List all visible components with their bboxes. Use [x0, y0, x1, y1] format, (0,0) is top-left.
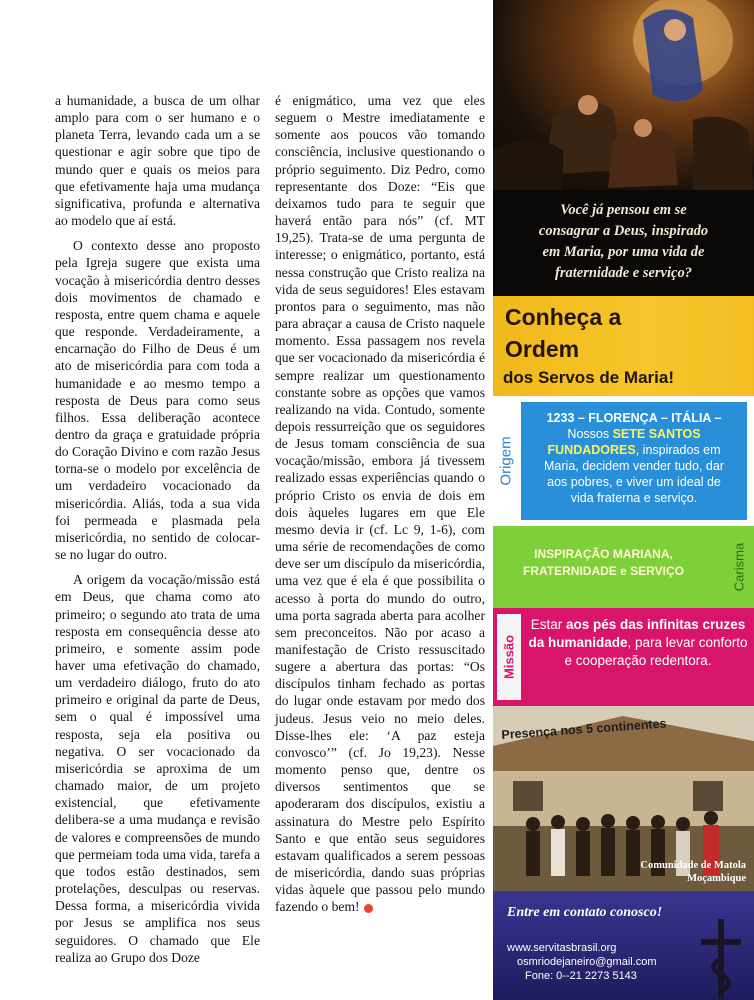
- order-title-banner: [493, 296, 754, 396]
- carisma-label: Carisma: [731, 542, 747, 592]
- origem-line: aos pobres, e viver um ideal de: [547, 475, 721, 489]
- title-line: dos Servos de Maria!: [503, 368, 675, 387]
- origem-line: FUNDADORES, inspirados em: [547, 443, 721, 457]
- question-line: fraternidade e serviço?: [555, 265, 692, 281]
- end-of-article-mark: [364, 904, 373, 913]
- origem-line: Nossos SETE SANTOS: [567, 427, 701, 441]
- origem-label-box: [495, 402, 517, 520]
- article-column-2: [275, 92, 485, 924]
- origem-line: 1233 – FLORENÇA – ITÁLIA –: [546, 411, 722, 425]
- paragraph-text: é enigmático, uma vez que eles seguem o Mestre imediatamente e somente aos poucos vão tomando consciência, inclusive questionando o próprio seguimento. Diz Pedro, como representante dos Doze: “Eis que deixamos tudo para te seguir que haverá então para nós” (cf. MT 19,25). Trata-se de uma pergunta de interesse; o enigmático, portanto, está nessa construção que Cristo realiza na vida de seus seguidores! Eles estavam prontos para o seguimento, mas não para abraçar a causa de Cristo naquele momento. Essa passagem nos revela que ser vocacionado da misericórdia é sempre realizar um questionamento constante sobre as opções que vamos realizando na vida. Contudo, somente depois ressurreição que os seguidores de Jesus tomam consciência de sua vocação/missão, embora já tivessem realizado essas experiências quando o próprio Cristo os envia de dois em dois àqueles lugares em que Ele mesmo devia ir (cf. Lc 9, 1-6), com uma série de recomendações de como deve ser um discípulo da misericórdia, uma vez que é ela é que possibilita o acesso à porta do mundo do outro, uma porta sagrada aberta para acolher sem preconceitos. Não por acaso a manifestação de Cristo ressuscitado sugere a abertura das portas: “Os discípulos tinham fechado as portas do lugar onde estavam por medo dos judeus. Jesus veio no meio deles. Disse-lhes ele: ‘A paz esteja convosco’” (cf. Jo 19,23). Nesse momento penso que, dentre os diversos sentimentos que se apoderaram dos discípulos, existiu a assinatura do Mestre pelo Espírito Santo e que então seus seguidores estavam qualificados a serem pessoas de misericórdia, dando suas próprias vidas àquele que passou pelo mundo fazendo o bem!: [275, 93, 485, 915]
- contact-heading: Entre em contato conosco!: [507, 905, 663, 920]
- servos-de-maria-advertisement: [493, 0, 754, 1000]
- carisma-text: INSPIRAÇÃO MARIANA, FRATERNIDADE e SERVIÇO: [523, 547, 684, 578]
- title-line: Ordem: [505, 336, 580, 362]
- virgin-mary-painting: [493, 0, 754, 190]
- question-line: consagrar a Deus, inspirado: [538, 223, 709, 239]
- community-photo: [493, 706, 754, 891]
- contact-info: [507, 941, 657, 983]
- website-link[interactable]: www.servitasbrasil.org: [507, 942, 617, 954]
- origem-label: Origem: [497, 436, 515, 486]
- vocation-question: [493, 190, 754, 296]
- title-line: Conheça a: [505, 304, 622, 330]
- paragraph: O contexto desse ano proposto pela Igreja sugere que exista uma vocação à misericórdia dentro desses dois movimentos de chamado e resposta, entre quem chama e aquele que responde. Verdadeiramente, a encarnação do Filho de Deus é um ato de misericórdia para com toda a humanidade e ao mesmo tempo a resposta de Deus para como seus filhos. Essa deliberação acontece dentro da graça e gratuidade própria do Coração Divino e com razão Jesus torna-se o modelo por excelência de um verdadeiro vocacionado da misericórdia. Aliás, toda a sua vida foi permeada e plasmada pela misericórdia, no sentido de colocar-se no lugar do outro.: [55, 238, 260, 563]
- missao-label: Missão: [501, 634, 517, 680]
- missao-text: Estar aos pés das infinitas cruzes da humanidade, para levar conforto e cooperação redentora.: [528, 617, 748, 668]
- carisma-section: [493, 526, 754, 608]
- origem-line: Maria, decidem vender tudo, dar: [544, 459, 724, 473]
- paragraph: [275, 92, 485, 916]
- paragraph: A origem da vocação/missão está em Deus, que chama como ato primeiro; o segundo ato trata de uma resposta em consequência desse ato primeiro, e somente assim pode haver uma efetivação do chamado, um verdadeiro diálogo, fruto do ato primeiro e original da parte de Deus, sem o qual é impossível uma resposta, seja ela positiva ou negativa. O ser vocacionado da misericórdia se aproxima de um chamado maior, de um projeto existencial, que efetivamente delibera-se a uma mudança e revisão de valores e compreensões de mundo que permeiam toda uma vida, tarefa a que todos estão destinados, sem protelações, desculpas ou reservas. Dessa forma, a misericórdia vivida por Jesus se amplifica nos seus seguidores. O chamado que Ele realiza ao Grupo dos Doze: [55, 572, 260, 965]
- paragraph: a humanidade, a busca de um olhar amplo para com o ser humano e o planeta Terra, levando cada um a se questionar e agir sobre que tipo de mundo quer e quais os meios para que efetivamente haja uma mudança significativa, profunda e alternativa ao modelo que aí está.: [55, 93, 260, 229]
- contact-section: [493, 891, 754, 1000]
- phone-number: Fone: 0--21 2273 5143: [525, 970, 637, 982]
- photo-location: Comunidade de Matola Moçambique: [640, 860, 746, 884]
- origem-text-box: [521, 402, 747, 520]
- question-line: Você já pensou em se: [560, 202, 687, 218]
- origem-section: [493, 396, 754, 526]
- photo-caption: Presença nos 5 continentes: [501, 716, 667, 742]
- missao-label-box: [497, 614, 521, 700]
- email-link[interactable]: osmriodejaneiro@gmail.com: [517, 956, 657, 968]
- painting-illustration: [493, 0, 754, 190]
- origem-line: vida fraterna e serviço.: [570, 491, 698, 505]
- article-column-1: [55, 92, 260, 974]
- servite-cross-icon: [696, 919, 746, 999]
- missao-section: [493, 608, 754, 706]
- carisma-label-box: [728, 532, 750, 602]
- question-line: em Maria, por uma vida de: [542, 244, 705, 260]
